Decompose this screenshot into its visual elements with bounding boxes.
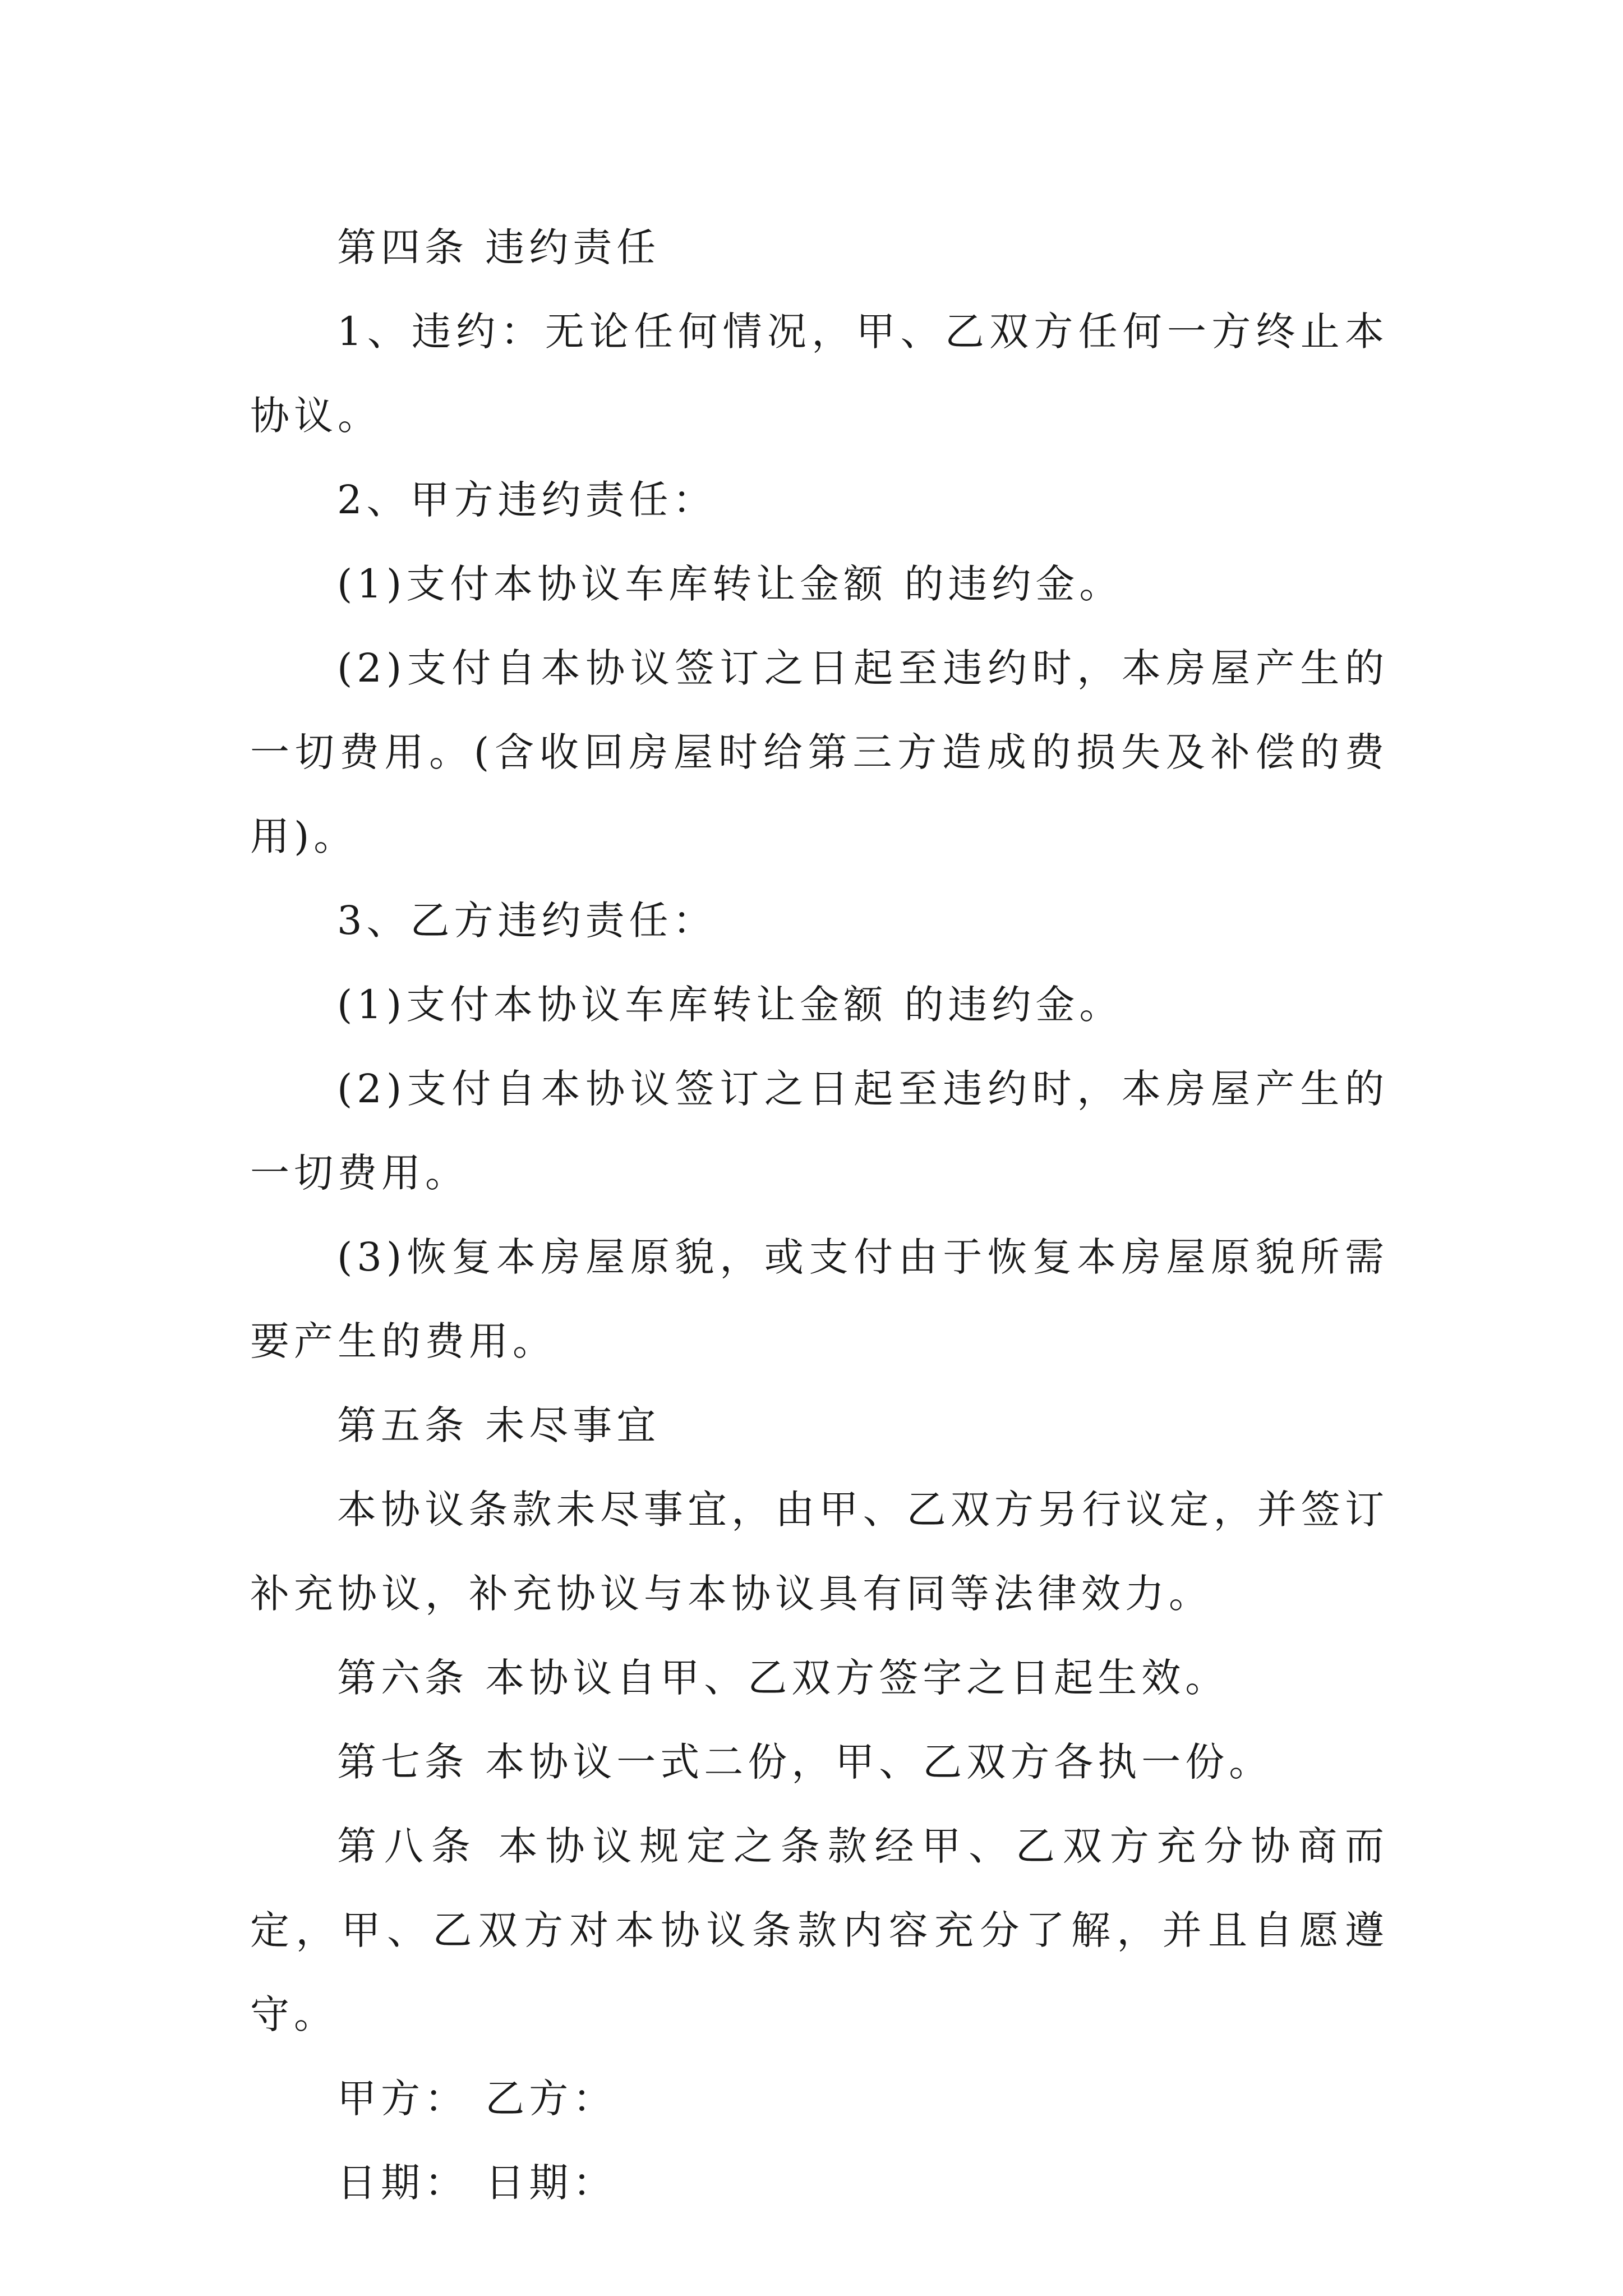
- article-6: 第六条 本协议自甲、乙双方签字之日起生效。: [337, 1655, 1229, 1701]
- article-5-heading: 第五条 未尽事宜: [337, 1402, 661, 1448]
- signature-parties-line: 甲方： 乙方：: [337, 2076, 617, 2122]
- article-7: 第七条 本协议一式二份，甲、乙双方各执一份。: [337, 1739, 1273, 1785]
- signature-date-line: 日期： 日期：: [337, 2160, 617, 2206]
- article-4-heading: 第四条 违约责任: [337, 224, 661, 270]
- party-b-liability-item-3: (3)恢复本房屋原貌，或支付由于恢复本房屋原貌所需要产生的费用。: [250, 1234, 1389, 1364]
- party-a-liability-item-1: (1)支付本协议车库转让金额 的违约金。: [337, 561, 1123, 607]
- party-b-liability-item-2: (2)支付自本协议签订之日起至违约时，本房屋产生的一切费用。: [250, 1066, 1389, 1196]
- document-body: [250, 205, 1389, 2225]
- article-8: 第八条 本协议规定之条款经甲、乙双方充分协商而定，甲、乙双方对本协议条款内容充分了解，并且自愿遵守。: [250, 1823, 1389, 2037]
- party-b-liability-item-1: (1)支付本协议车库转让金额 的违约金。: [337, 982, 1123, 1028]
- breach-definition: 1、违约：无论任何情况，甲、乙双方任何一方终止本协议。: [250, 309, 1389, 439]
- party-a-liability-item-2: (2)支付自本协议签订之日起至违约时，本房屋产生的一切费用。(含收回房屋时给第三方造成的损失及补偿的费用)。: [250, 645, 1389, 859]
- party-a-liability-heading: 2、甲方违约责任：: [337, 477, 717, 523]
- article-5-body: 本协议条款未尽事宜，由甲、乙双方另行议定，并签订补充协议，补充协议与本协议具有同等法律效力。: [250, 1487, 1389, 1617]
- party-b-liability-heading: 3、乙方违约责任：: [337, 898, 717, 944]
